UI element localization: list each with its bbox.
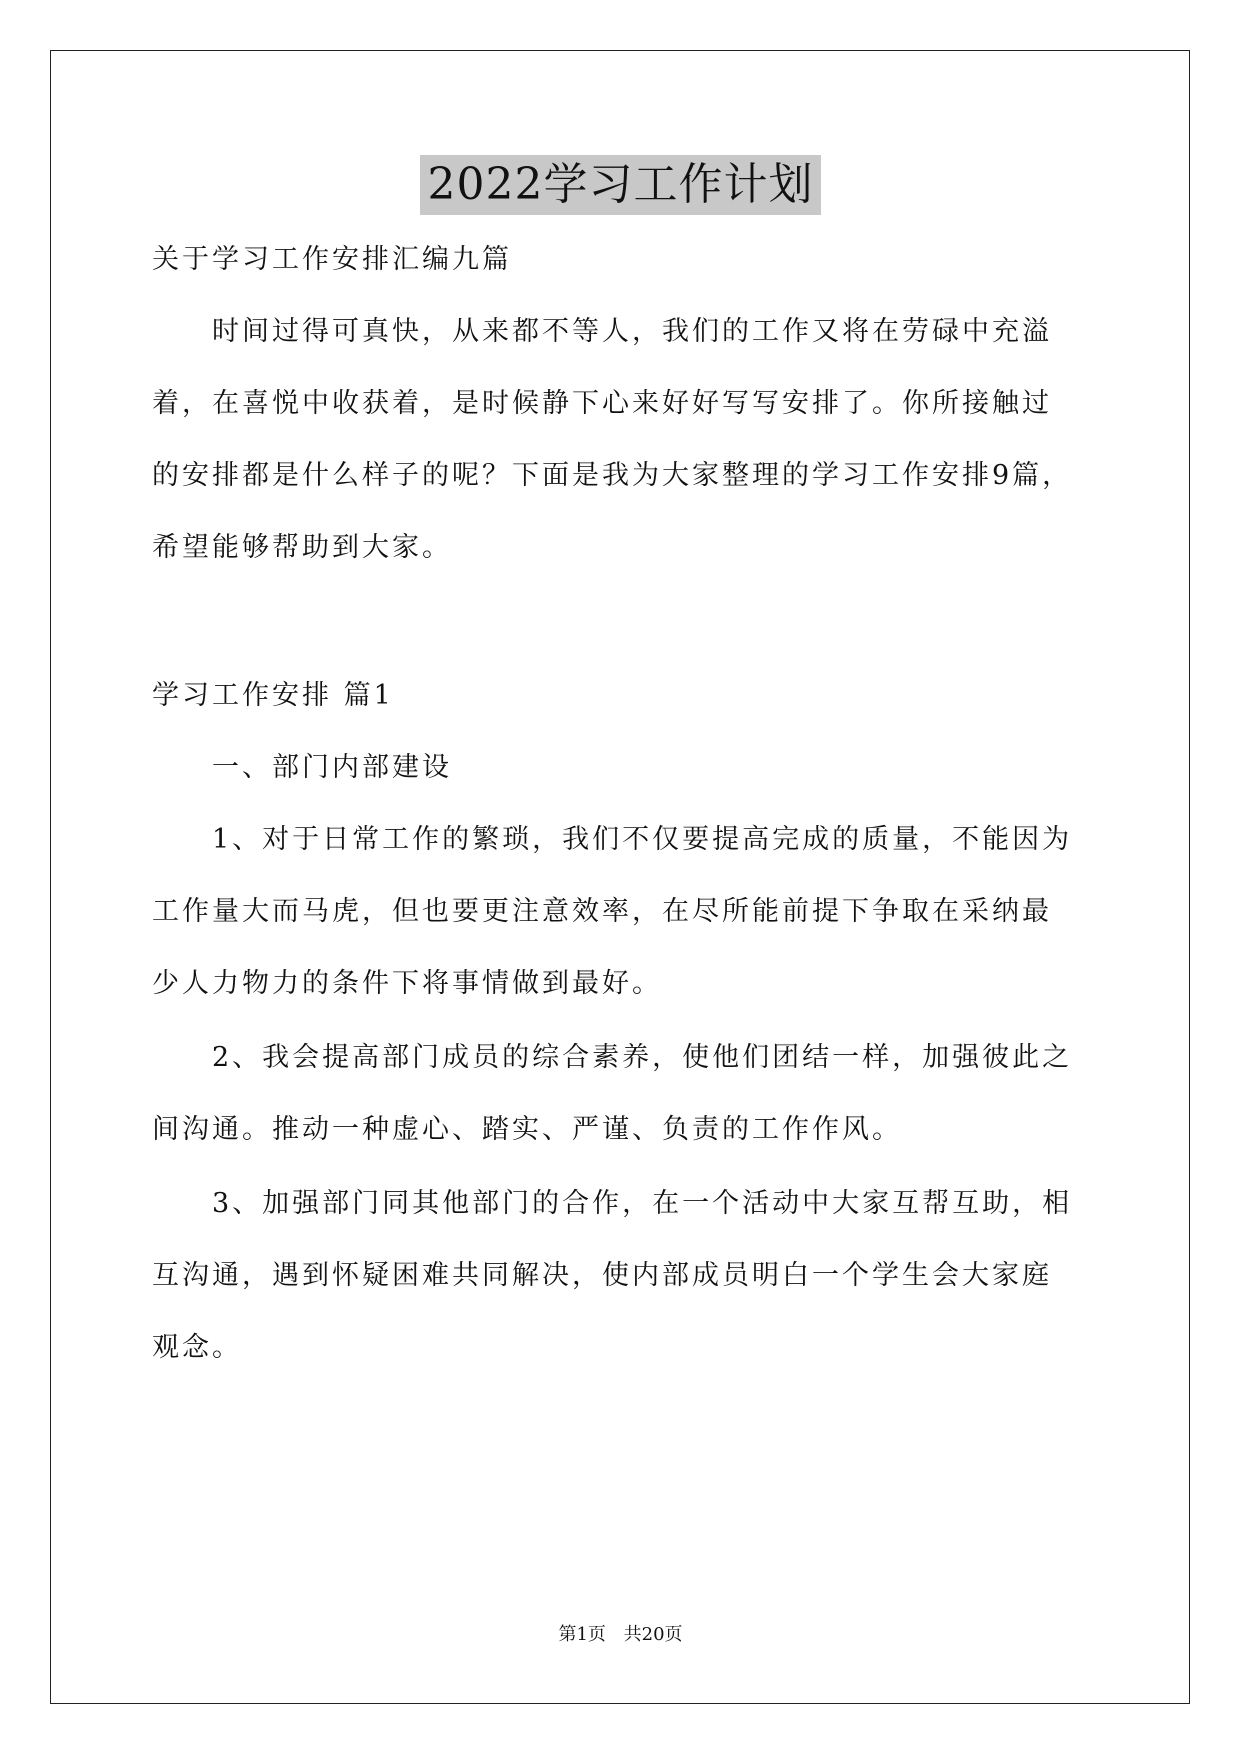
document-title: 2022学习工作计划 (420, 155, 822, 215)
page-total: 共20页 (623, 1624, 683, 1645)
paragraph-line: 1、对于日常工作的繁琐，我们不仅要提高完成的质量，不能因为 (212, 824, 1073, 855)
intro-line: 时间过得可真快，从来都不等人，我们的工作又将在劳碌中充溢 (212, 316, 1052, 347)
paragraph-line: 工作量大而马虎，但也要更注意效率，在尽所能前提下争取在采纳最 (152, 896, 1052, 927)
paragraph-line: 2、我会提高部门成员的综合素养，使他们团结一样，加强彼此之 (212, 1042, 1073, 1073)
document-subtitle: 关于学习工作安排汇编九篇 (152, 244, 512, 275)
paragraph-line: 间沟通。推动一种虚心、踏实、严谨、负责的工作作风。 (152, 1114, 902, 1145)
paragraph-line: 互沟通，遇到怀疑困难共同解决，使内部成员明白一个学生会大家庭 (152, 1260, 1052, 1291)
intro-line: 着，在喜悦中收获着，是时候静下心来好好写写安排了。你所接触过 (152, 388, 1052, 419)
paragraph-line: 观念。 (152, 1332, 242, 1363)
section-heading: 学习工作安排 篇1 (152, 680, 394, 711)
page-footer (0, 1620, 1241, 1646)
paragraph-line: 3、加强部门同其他部门的合作，在一个活动中大家互帮互助，相 (212, 1188, 1073, 1219)
intro-line: 的安排都是什么样子的呢？下面是我为大家整理的学习工作安排9篇， (152, 460, 1073, 491)
page-border (50, 50, 1190, 1704)
subheading: 一、部门内部建设 (212, 752, 452, 783)
title-container (0, 155, 1241, 215)
intro-line: 希望能够帮助到大家。 (152, 532, 452, 563)
page-number: 第1页 (558, 1624, 606, 1645)
paragraph-line: 少人力物力的条件下将事情做到最好。 (152, 968, 662, 999)
